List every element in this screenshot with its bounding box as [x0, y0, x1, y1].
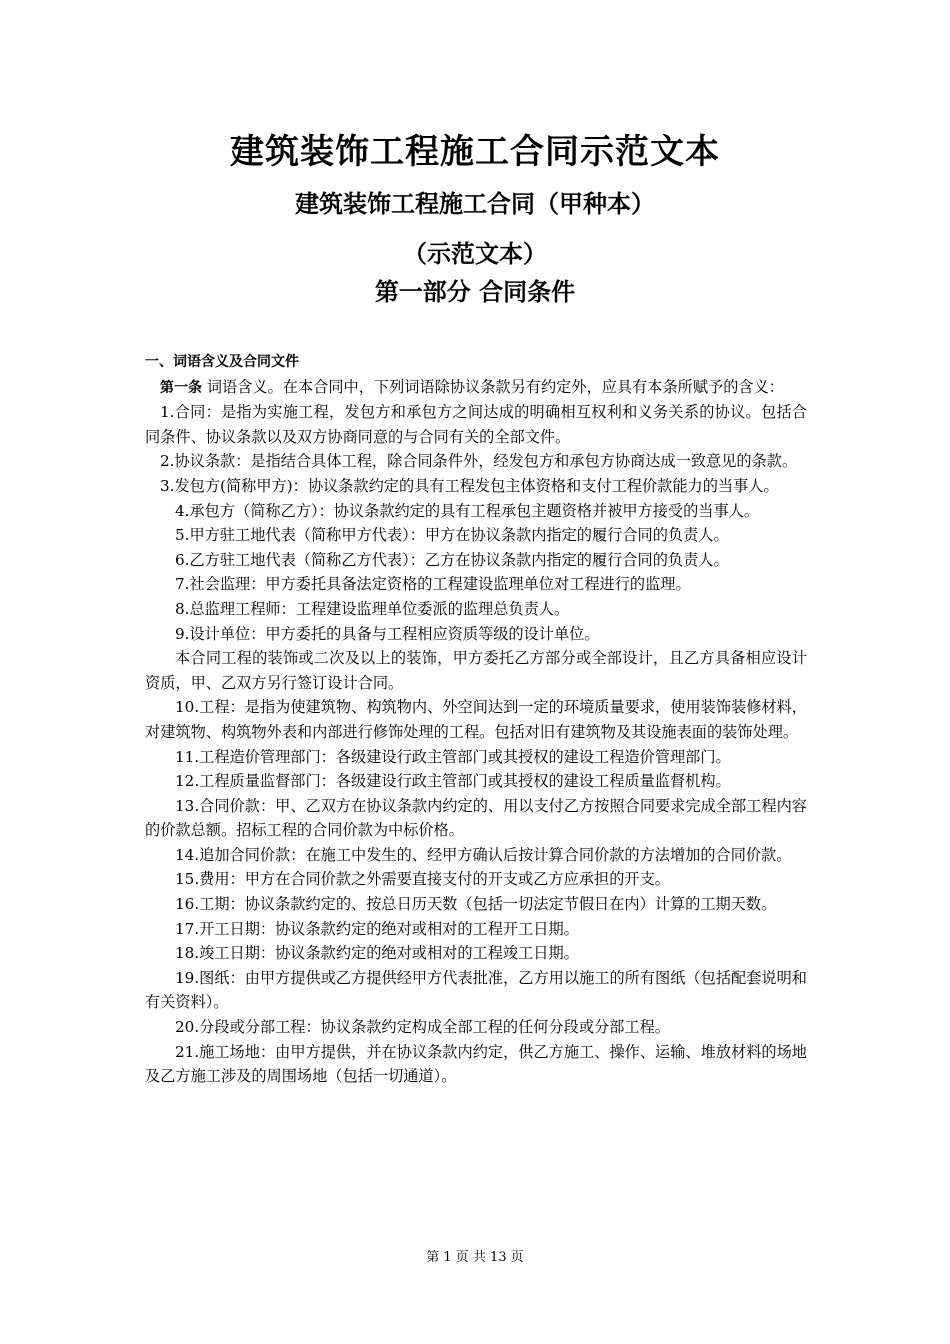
- clause-item: 本合同工程的装饰或二次及以上的装饰，甲方委托乙方部分或全部设计，且乙方具备相应设计资质，甲、乙双方另行签订设计合同。: [145, 649, 807, 692]
- clause-item: 19.图纸：由甲方提供或乙方提供经甲方代表批准，乙方用以施工的所有图纸（包括配套说明和有关资料）。: [145, 968, 807, 1012]
- clause-item: 9.设计单位：甲方委托的具备与工程相应资质等级的设计单位。: [175, 624, 600, 643]
- clause-item: 18.竣工日期：协议条款约定的绝对或相对的工程竣工日期。: [175, 944, 579, 963]
- clause-item: 15.费用：甲方在合同价款之外需要直接支付的开支或乙方应承担的开支。: [175, 870, 670, 889]
- clause-item: 8.总监理工程师：工程建设监理单位委派的监理总负责人。: [175, 599, 570, 618]
- clause-item: 10.工程：是指为使建筑物、构筑物内、外空间达到一定的环境质量要求，使用装饰装修材料，对建筑物、构筑物外表和内部进行修饰处理的工程。包括对旧有建筑物及其设施表面的装饰处理。: [145, 698, 807, 741]
- clause-item: 1.合同：是指为实施工程，发包方和承包方之间达成的明确相互权利和义务关系的协议。包括合同条件、协议条款以及双方协商同意的与合同有关的全部文件。: [145, 403, 807, 446]
- article-paragraph: [145, 375, 807, 401]
- clause-item: 2.协议条款：是指结合具体工程，除合同条件外，经发包方和承包方协商达成一致意见的条款。: [160, 452, 798, 471]
- clause-item: 21.施工场地：由甲方提供，并在协议条款内约定，供乙方施工、操作、运输、堆放材料的场地及乙方施工涉及的周围场地（包括一切通道）。: [145, 1042, 807, 1086]
- clause-item: 13.合同价款：甲、乙双方在协议条款内约定的、用以支付乙方按照合同要求完成全部工程内容的价款总额。招标工程的合同价款为中标价格。: [145, 796, 807, 840]
- document-title: 建筑装饰工程施工合同示范文本: [230, 132, 720, 172]
- clause-item: 4.承包方（简称乙方）：协议条款约定的具有工程承包主题资格并被甲方接受的当事人。: [175, 501, 760, 520]
- clause-item: 17.开工日期：协议条款约定的绝对或相对的工程开工日期。: [175, 919, 579, 938]
- clause-item: 11.工程造价管理部门：各级建设行政主管部门或其授权的建设工程造价管理部门。: [175, 747, 731, 766]
- clause-item: 7.社会监理：甲方委托具备法定资格的工程建设监理单位对工程进行的监理。: [175, 575, 691, 594]
- document-subtitle-sample: （示范文本）: [403, 240, 547, 268]
- clause-item: 6.乙方驻工地代表（简称乙方代表）：乙方在协议条款内指定的履行合同的负责人。: [175, 550, 729, 569]
- section-heading: 一、词语含义及合同文件: [145, 354, 299, 370]
- article-label: 第一条: [160, 379, 202, 396]
- clause-item: 5.甲方驻工地代表（简称甲方代表）：甲方在协议条款内指定的履行合同的负责人。: [175, 526, 729, 545]
- document-body: [145, 350, 807, 1089]
- article-text: 词语含义。在本合同中，下列词语除协议条款另有约定外，应具有本条所赋予的含义：: [202, 377, 784, 396]
- document-subtitle: 建筑装饰工程施工合同（甲种本）: [295, 190, 655, 218]
- page-footer: 第 1 页 共 13 页: [426, 1250, 524, 1265]
- clause-item: 16.工期：协议条款约定的、按总日历天数（包括一切法定节假日在内）计算的工期天数。: [175, 895, 777, 914]
- clause-item: 20.分段或分部工程：协议条款约定构成全部工程的任何分段或分部工程。: [175, 1018, 670, 1037]
- clause-item: 12.工程质量监督部门：各级建设行政主管部门或其授权的建设工程质量监督机构。: [175, 772, 731, 791]
- clause-item: 14.追加合同价款：在施工中发生的、经甲方确认后按计算合同价款的方法增加的合同价款。: [175, 845, 792, 864]
- clause-item: 3.发包方(简称甲方)：协议条款约定的具有工程发包主体资格和支付工程价款能力的当事人。: [160, 476, 779, 495]
- part-heading: 第一部分 合同条件: [374, 278, 576, 306]
